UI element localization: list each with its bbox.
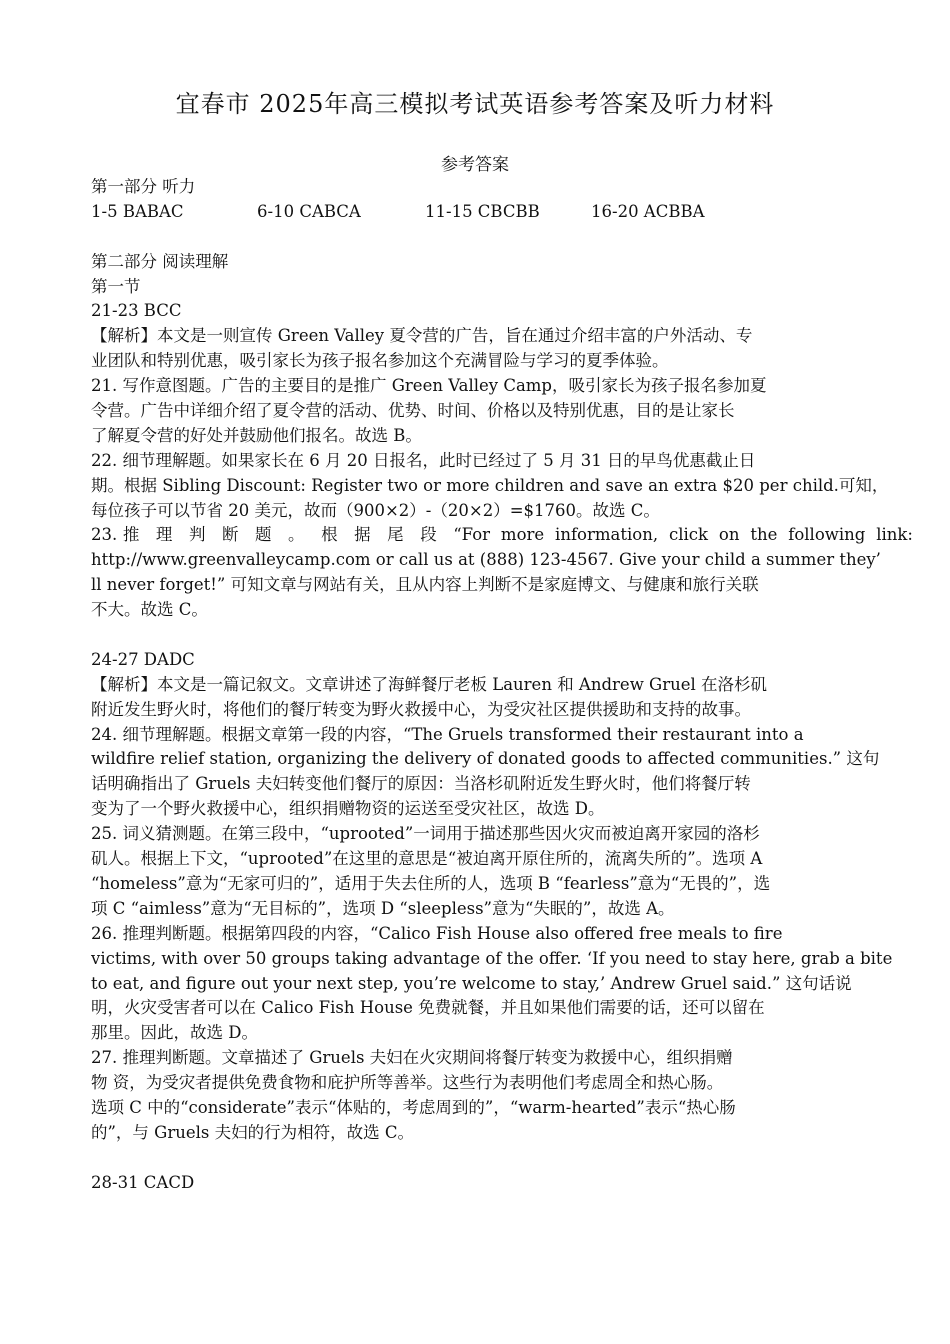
text-line: http://www.greenvalleycamp.com or call us at (888) 123-4567. Give your child a summer they’	[91, 550, 881, 570]
text-line: 变为了一个野火救援中心，组织捐赠物资的运送至受灾社区，故选 D。	[91, 799, 605, 819]
text-line: 的”，与 Gruels 夫妇的行为相符，故选 C。	[91, 1122, 414, 1142]
text-line: 23.推 理 判 断 题 。 根 据 尾 段 “For more information, click on the following link:	[91, 525, 913, 545]
text-line: 【解析】本文是一篇记叙文。文章讲述了海鲜餐厅老板 Lauren 和 Andrew Gruel 在洛杉矶	[91, 674, 768, 694]
part1-heading: 第一部分 听力	[91, 177, 196, 196]
text-line: 了解夏令营的好处并鼓励他们报名。故选 B。	[91, 425, 422, 445]
text-line: 明，火灾受害者可以在 Calico Fish House 免费就餐，并且如果他们需要的话，还可以留在	[91, 998, 765, 1018]
text-line: 21. 写作意图题。广告的主要目的是推广 Green Valley Camp，吸引家长为孩子报名参加夏	[91, 376, 767, 396]
section-heading: 第一节	[91, 276, 141, 296]
answer-28-31: 28-31 CACD	[91, 1172, 195, 1192]
text-line: “homeless”意为“无家可归的”，适用于失去住所的人，选项 B “fearless”意为“无畏的”，选	[91, 873, 771, 893]
text-line: 业团队和特别优惠，吸引家长为孩子报名参加这个充满冒险与学习的夏季体验。	[91, 351, 669, 371]
text-line: 话明确指出了 Gruels 夫妇转变他们餐厅的原因：当洛杉矶附近发生野火时，他们将餐厅转	[91, 774, 751, 794]
listening-answer-16-20: 16-20 ACBBA	[591, 201, 705, 221]
answer-24-27: 24-27 DADC	[91, 649, 195, 669]
text-line: 令营。广告中详细介绍了夏令营的活动、优势、时间、价格以及特别优惠，目的是让家长	[91, 401, 735, 421]
text-line: victims, with over 50 groups taking advantage of the offer. ‘If you need to stay here, grab a bite	[91, 948, 893, 968]
text-line: 项 C “aimless”意为“无目标的”，选项 D “sleepless”意为“失眠的”，故选 A。	[91, 898, 675, 918]
text-line: to eat, and figure out your next step, you’re welcome to stay,’ Andrew Gruel said.” 这句话说	[91, 973, 852, 993]
listening-answer-11-15: 11-15 CBCBB	[425, 201, 540, 221]
text-line: 不大。故选 C。	[91, 600, 208, 620]
text-line: ll never forget!” 可知文章与网站有关，且从内容上判断不是家庭博文、与健康和旅行关联	[91, 575, 759, 595]
document-body	[91, 175, 913, 1196]
text-line: 26. 推理判断题。根据第四段的内容，“Calico Fish House also offered free meals to fire	[91, 923, 783, 943]
text-line: 选项 C 中的“considerate”表示“体贴的，考虑周到的”，“warm-hearted”表示“热心肠	[91, 1097, 736, 1117]
listening-answers	[91, 200, 913, 225]
part2-heading: 第二部分 阅读理解	[91, 251, 229, 271]
answer-key-subtitle: 参考答案	[441, 155, 509, 175]
text-line: 矶人。根据上下文，“uprooted”在这里的意思是“被迫离开原住所的，流离失所的”。选项 A	[91, 849, 763, 869]
listening-answer-6-10: 6-10 CABCA	[257, 201, 361, 221]
text-line: 期。根据 Sibling Discount: Register two or more children and save an extra $20 per child.可知，	[91, 475, 889, 495]
text-line: 【解析】本文是一则宣传 Green Valley 夏令营的广告，旨在通过介绍丰富的户外活动、专	[91, 326, 753, 346]
text-line: 25. 词义猜测题。在第三段中，“uprooted”一词用于描述那些因火灾而被迫离开家园的洛杉	[91, 824, 760, 844]
text-line: 那里。因此，故选 D。	[91, 1023, 258, 1043]
text-line: 物 资，为受灾者提供免费食物和庇护所等善举。这些行为表明他们考虑周全和热心肠。	[91, 1073, 724, 1093]
listening-answer-1-5: 1-5 BABAC	[91, 201, 184, 221]
text-line: 每位孩子可以节省 20 美元，故而（900×2）-（20×2）=$1760。故选 C。	[91, 500, 660, 520]
document-title: 宜春市 2025年高三模拟考试英语参考答案及听力材料	[175, 90, 775, 118]
text-line: 27. 推理判断题。文章描述了 Gruels 夫妇在火灾期间将餐厅转变为救援中心，组织捐赠	[91, 1048, 733, 1068]
text-line: wildfire relief station, organizing the delivery of donated goods to affected communities.” 这句	[91, 749, 880, 769]
text-line: 附近发生野火时，将他们的餐厅转变为野火救援中心，为受灾社区提供援助和支持的故事。	[91, 699, 751, 719]
text-line: 24. 细节理解题。根据文章第一段的内容，“The Gruels transformed their restaurant into a	[91, 724, 804, 744]
answer-21-23: 21-23 BCC	[91, 301, 182, 321]
text-line: 22. 细节理解题。如果家长在 6 月 20 日报名，此时已经过了 5 月 31 日的早鸟优惠截止日	[91, 450, 756, 470]
